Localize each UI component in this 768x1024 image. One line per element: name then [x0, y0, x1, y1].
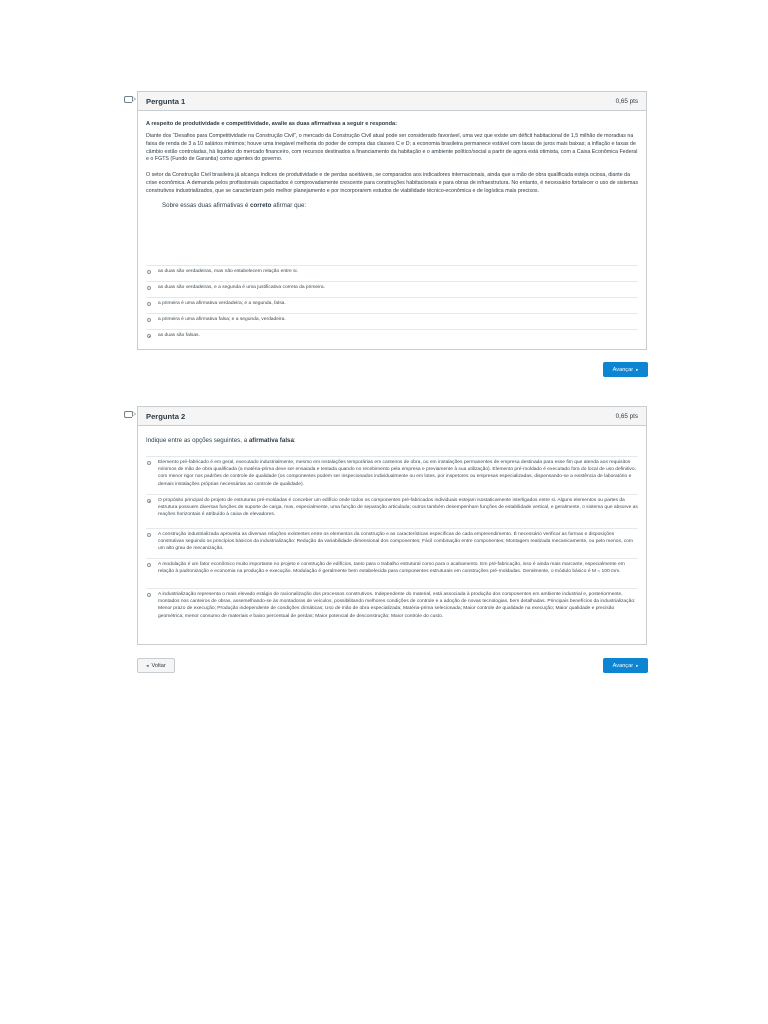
question-1-paragraph-2: O setor da Construção Civil brasileira já alcança índices de produtividade e de perdas aceitáveis, se comparados aos indicadores internacionais, ainda que a mão de obra qualificada esteja ociosa, diante da crise econômica. A demanda pelos profissionais capacitados é comprovadamente crescente para construções habitacionais e para obras de infraestrutura. No entanto, é necessário fortalecer o uso de sistemas construtivos industrializados, que se caracterizam pelo melhor planejamento e por incorporarem estudos de viabilidade técnico-econômica e de logística mais precisos. — [146, 172, 639, 194]
radio-button[interactable] — [147, 286, 151, 290]
answer-text: A modulação é um fator econômico muito importante no projeto e construção de edifícios, tanto para o trabalho estrutural como para o acabamento. Em pré-fabricação, isso é ainda mais marcante, especialmente em relação à padronização e economia na produção e execução. Modulação é geralmente bem estabelecida para componentes estruturais em construções pré-moldadas. Geralmente, o módulo básico é M = 100 mm. — [158, 562, 625, 575]
next-button-1[interactable] — [603, 362, 648, 377]
question-2-answer-3[interactable] — [146, 528, 638, 558]
question-1-prompt-bold: correto — [250, 201, 272, 209]
question-2-header — [138, 407, 646, 426]
answer-text: A construção industrializada aproveita as diversas relações existentes entre os elementos da construção e as características específicas de cada empreendimento. É necessário verificar as formas e disposições construtivas seguindo os princípios básicos da industrialização: Redução da variabilidade dimensional dos componentes; Fácil combinação entre componentes; Montagem realizada mecanicamente, ou pelo menos, com um alto grau de mecanização. — [158, 532, 633, 552]
question-2-prompt-bold: afirmativa falsa — [248, 437, 294, 444]
next-button-2[interactable] — [603, 658, 648, 673]
next-button-label: Avançar — [612, 662, 634, 669]
question-1-answer-2[interactable] — [146, 281, 638, 297]
question-1-answer-5[interactable] — [146, 329, 638, 345]
question-1-body — [138, 121, 646, 209]
radio-button-selected[interactable] — [147, 334, 151, 338]
question-2-answers — [146, 456, 638, 632]
question-2-prompt — [146, 437, 638, 444]
question-1-prompt-pre: Sobre essas duas afirmativas é — [162, 201, 251, 209]
question-1-answer-3[interactable] — [146, 297, 638, 313]
question-1-card — [137, 91, 647, 350]
question-2-prompt-post: : — [293, 437, 296, 444]
back-button-label: Voltar — [151, 662, 166, 669]
back-button[interactable] — [137, 658, 175, 673]
answer-text: A industrialização representa o mais elevado estágio de racionalização dos processos construtivos. Independente do material, está associada à produção dos componentes em ambiente industrial e, posteriormente, montados nos canteiros de obras, assemelhando-se às montadoras de veículos, possibilitando melhores condições de controle e a adoção de novas tecnologias, bem detalhadas. Principais benefícios da industrialização: Menor prazo de execução; Produção independente de condições climáticas; Uso de mão de obra especializada; Matéria-prima selecionada; Maior controle de qualidade na execução; Maior qualidade e precisão geométrica; menor consumo de materiais e baixo percentual de perdas; Maior potencial de desconstrução; Maior controle do custo. — [158, 592, 636, 619]
question-1-prompt-post: afirmar que: — [271, 201, 307, 209]
next-button-label: Avançar — [612, 366, 634, 373]
answer-text: a primeira é uma afirmativa falsa; e a segunda, verdadeira. — [158, 317, 286, 322]
chevron-left-icon: ◂ — [146, 662, 149, 668]
radio-button[interactable] — [147, 533, 151, 537]
answer-text: as duas são verdadeiras, e a segunda é uma justificativa correta da primeira. — [158, 285, 325, 290]
question-1-prompt — [146, 202, 638, 209]
chevron-right-icon: ▸ — [636, 662, 639, 668]
question-2-answer-4[interactable] — [146, 558, 638, 588]
question-2-points: 0,65 pts — [615, 412, 638, 420]
question-2-answer-2[interactable] — [146, 494, 638, 528]
radio-button[interactable] — [147, 593, 151, 597]
question-2-answer-1[interactable] — [146, 456, 638, 494]
answer-text: a primeira é uma afirmativa verdadeira; e a segunda, falsa. — [158, 301, 286, 306]
question-2-card — [137, 406, 647, 645]
radio-button-selected[interactable] — [147, 499, 151, 503]
question-1-header — [138, 92, 646, 111]
answer-text: as duas são verdadeiras, mas não estabelecem relação entre si. — [158, 269, 299, 274]
question-2-body — [138, 437, 646, 444]
radio-button[interactable] — [147, 270, 151, 274]
question-1-paragraph-1: Diante dos “Desafios para Competitividade na Construção Civil”, o mercado da Construção Civil atual pode ser considerado favorável, uma vez que existe um déficit habitacional de 1,5 milhão de moradias na faixa de renda de 3 a 10 salários mínimos; houve uma inegável melhoria do poder de compra das classes C e D; a economia brasileira permanece estável com taxas de juros mais baixas; a inflação e taxas de câmbio estão controladas, há liquidez do mercado financeiro, com recursos destinados a financiamento da habitação e o ambiente político/social a partir de agora está otimista, com a Caixa Econômica Federal e o FGTS (Fundo de Garantia) como agentes do governo. — [146, 133, 638, 163]
chevron-right-icon: ▸ — [636, 366, 639, 372]
question-2-prompt-pre: Indique entre as opções seguintes, a — [146, 437, 249, 444]
question-1-answer-4[interactable] — [146, 313, 638, 329]
answer-text: O propósito principal do projeto de estruturas pré-moldadas é conceber um edifício onde todos os componentes pré-fabricados individuais estejam isostaticamente interligados entre si. Alguns elementos ou partes da estrutura possuem diversas funções de suporte de carga, mas, especialmente, uma função de separação articulada; outros também desempenham funções de estabilidade vertical, e geralmente, o sistema que absorve as reações horizontais é atribuído à caixa de elevadores. — [158, 498, 638, 518]
question-2-answer-5[interactable] — [146, 588, 638, 632]
bookmark-icon[interactable] — [124, 411, 132, 418]
question-1-title: Pergunta 1 — [146, 96, 186, 106]
answer-text: as duas são falsas. — [158, 333, 200, 338]
answer-text: Elemento pré-fabricado é em geral, executado industrialmente, mesmo em instalações temporárias em canteiros de obra, ou em instalações permanentes de empresa destinada para esse fim que atenda aos requisitos mínimos de mão de obra qualificada (a matéria-prima deve ser ensaiada e testada quando no recebimento pela empresa e previamente à sua utilização). Elemento pré-moldado é executado fora do local de uso definitivo, com menor rigor nos padrões de controle de qualidade (os componentes podem ser inspecionados individualmente ou em lotes, por inspetores ou empresas especializadas, dispensando-se a existência de laboratório e demais instalações próprias necessárias ao controle de qualidade). — [158, 460, 636, 487]
radio-button[interactable] — [147, 318, 151, 322]
radio-button[interactable] — [147, 302, 151, 306]
question-1-answers — [146, 265, 638, 345]
question-2-title: Pergunta 2 — [146, 411, 186, 421]
radio-button[interactable] — [147, 461, 151, 465]
radio-button[interactable] — [147, 563, 151, 567]
question-1-answer-1[interactable] — [146, 265, 638, 281]
bookmark-icon[interactable] — [124, 96, 132, 103]
question-1-points: 0,65 pts — [615, 97, 638, 105]
question-1-lead: A respeito de produtividade e competitividade, avalie as duas afirmativas a seguir e responda: — [146, 121, 397, 127]
